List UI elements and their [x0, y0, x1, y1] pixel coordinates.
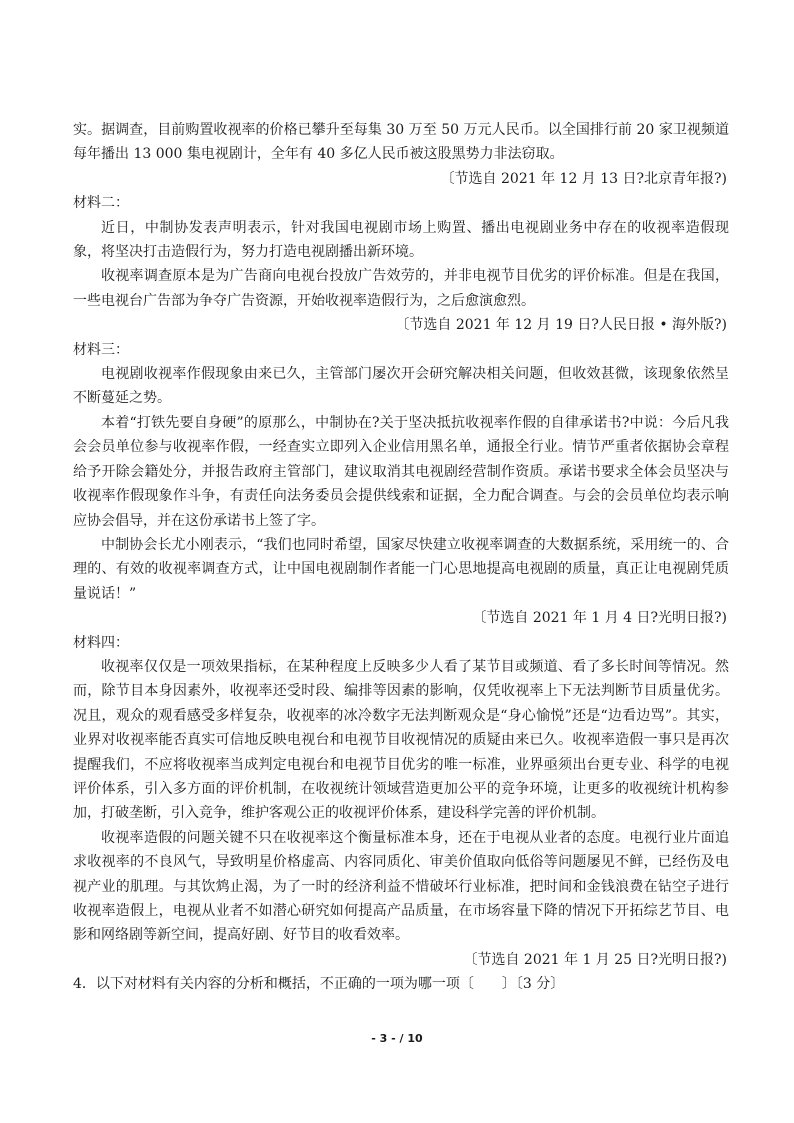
page-number: - 3 - / 10: [371, 1032, 423, 1045]
paragraph-continuation: 实。据调查，目前购置收视率的价格已攀升至每集 30 万至 50 万元人民币。以全国排行前 20 家卫视频道每年播出 13 000 集电视剧计，全年有 40 多亿人民币被这股黑势力非法窃取。: [73, 122, 729, 163]
source-note-4: 〔节选自 2021 年 1 月 25 日?光明日报?): [463, 951, 727, 968]
paragraph: 收视率仅仅是一项效果指标，在某种程度上反映多少人看了某节目或频道、看了多长时间等情况。然而，除节目本身因素外，收视率还受时段、编排等因素的影响，仅凭收视率上下无法判断节目质量优劣。况且，观众的观看感受多样复杂，收视率的冰冷数字无法判断观众是“身心愉悦”还是“边看边骂”。其实，业界对收视率能否真实可信地反映电视台和电视节目收视情况的质疑由来已久。收视率造假一事只是再次提醒我们，不应将收视率当成判定电视台和电视节目优劣的唯一标准，业界亟须出台更专业、科学的电视评价体系，引入多方面的评价机制，在收视统计领域营造更加公平的竞争环境，让更多的收视统计机构参加，打破垄断，引入竞争，维护客观公正的收视评价体系，建设科学完善的评价机制。: [73, 658, 729, 822]
article-body: [73, 118, 729, 997]
source-note-1: 〔节选自 2021 年 12 月 13 日?北京青年报?): [440, 170, 727, 187]
section-heading-material-2: 材料二：: [73, 195, 129, 212]
paragraph: 中制协会长尤小刚表示，“我们也同时希望，国家尽快建立收视率调查的大数据系统，采用统一的、合理的、有效的收视率调查方式，让中国电视剧制作者能一门心思地提高电视剧的质量，真正让电视剧凭质量说话！”: [73, 536, 729, 602]
paragraph: 近日，中制协发表声明表示，针对我国电视剧市场上购置、播出电视剧业务中存在的收视率造假现象，将坚决打击造假行为，努力打造电视剧播出新环境。: [73, 219, 729, 261]
paragraph: 收视率调查原本是为广告商向电视台投放广告效劳的，并非电视节目优劣的评价标准。但是在我国，一些电视台广告部为争夺广告资源，开始收视率造假行为，之后愈演愈烈。: [73, 268, 729, 309]
section-heading-material-3: 材料三：: [73, 341, 129, 358]
question-4: 4．以下对材料有关内容的分析和概括，不正确的一项为哪一项〔 〕〔3 分〕: [73, 976, 565, 993]
paragraph: 本着“打铁先要自身硬”的原那么，中制协在?关于坚决抵抗收视率作假的自律承诺书?中说：今后凡我会会员单位参与收视率作假，一经查实立即列入企业信用黑名单，通报全行业。情节严重者依据协会章程给予开除会籍处分，并报告政府主管部门，建议取消其电视剧经营制作资质。承诺书要求全体会员坚决与收视率作假现象作斗争，有责任向法务委员会提供线索和证据，全力配合调查。与会的会员单位均表示响应协会倡导，并在这份承诺书上签了字。: [73, 414, 729, 529]
paragraph: 电视剧收视率作假现象由来已久，主管部门屡次开会研究解决相关问题，但收效甚微，该现象依然呈不断蔓延之势。: [73, 366, 729, 407]
source-note-2: 〔节选自 2021 年 12 月 19 日?人民日报 • 海外版?): [395, 317, 727, 334]
source-note-3: 〔节选自 2021 年 1 月 4 日?光明日报?): [472, 610, 727, 627]
section-heading-material-4: 材料四：: [73, 634, 129, 651]
paragraph: 收视率造假的问题关键不只在收视率这个衡量标准本身，还在于电视从业者的态度。电视行业片面追求收视率的不良风气，导致明星价格虚高、内容同质化、审美价值取向低俗等问题屡见不鲜，已经伤及电视产业的肌理。与其饮鸩止渴，为了一时的经济利益不惜破坏行业标准，把时间和金钱浪费在钻空子进行收视率造假上，电视从业者不如潜心研究如何提高产品质量，在市场容量下降的情况下开拓综艺节目、电影和网络剧等新空间，提高好剧、好节目的收看效率。: [73, 829, 729, 944]
